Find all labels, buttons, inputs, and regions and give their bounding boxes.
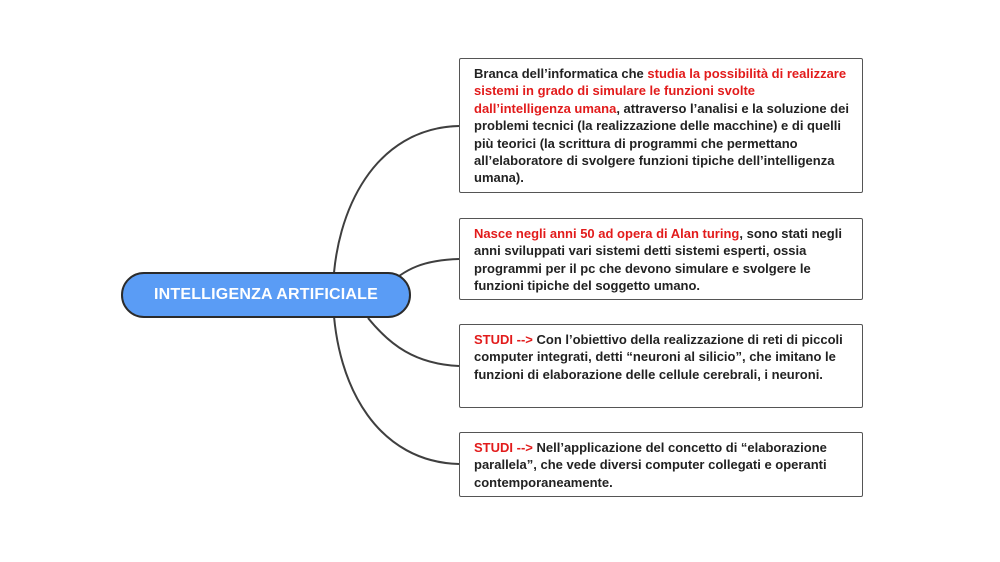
root-node <box>121 272 411 318</box>
branch-box-studies-parallel <box>459 432 863 497</box>
root-node-label: INTELLIGENZA ARTIFICIALE <box>153 286 379 303</box>
branch-1-highlight: studia la possibilità di realizzare sistemi in grado di simulare le funzioni svolte dall’intelligenza umana <box>474 66 847 116</box>
branch-2-highlight: Nasce negli anni 50 ad opera di Alan turing <box>474 226 740 241</box>
branch-box-history <box>459 218 863 300</box>
branch-box-studies-neurons <box>459 324 863 408</box>
connector-branch-3 <box>368 318 459 366</box>
branch-1-text-end: , attraverso l’analisi e la soluzione dei problemi tecnici (la realizzazione delle macchine) e di quelli più teorici (la scrittura di programmi che permettano all’elaboratore di svolgere funzioni tipiche dell’intelligenza umana). <box>474 100 849 186</box>
connector-branch-4 <box>333 300 459 464</box>
branch-3-highlight: STUDI --> <box>474 332 533 347</box>
branch-4-highlight: STUDI --> <box>474 440 533 455</box>
branch-2-text: , sono stati negli anni sviluppati vari sistemi detti sistemi esperti, ossia programmi per il pc che devono simulare e svolgere le funzioni tipiche del soggetto umano. <box>474 226 842 294</box>
connector-branch-1 <box>333 126 459 290</box>
branch-1-text-start: Branca dell’informatica che <box>474 66 648 81</box>
branch-box-definition <box>459 58 863 193</box>
branch-3-text: Con l’obiettivo della realizzazione di reti di piccoli computer integrati, detti “neuroni al silicio”, che imitano le funzioni di elaborazione delle cellule cerebrali, i neuroni. <box>474 332 843 382</box>
branch-4-text: Nell’applicazione del concetto di “elaborazione parallela”, che vede diversi computer collegati e operanti contemporaneamente. <box>474 440 827 490</box>
